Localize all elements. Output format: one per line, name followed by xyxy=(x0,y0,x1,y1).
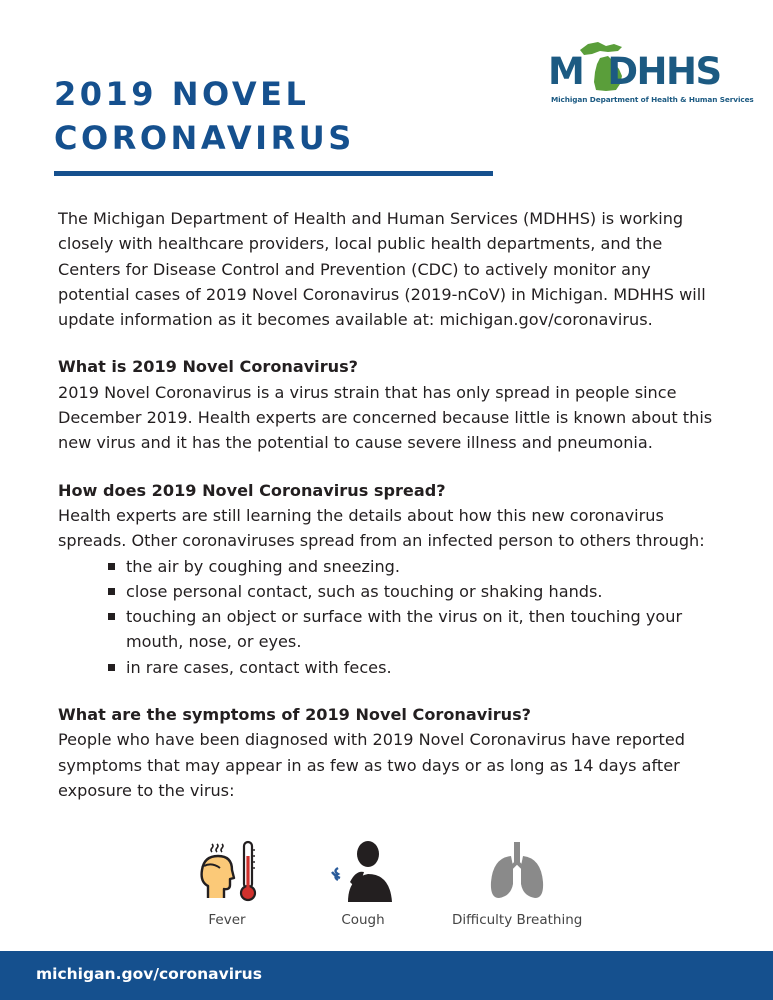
symptom-cough xyxy=(326,838,400,928)
section-body: 2019 Novel Coronavirus is a virus strain that has only spread in people since December 2019. Health experts are concerned because little is known about this new virus and it has the potential to cause severe illness and pneumonia. xyxy=(58,382,713,453)
logo-wordmark xyxy=(548,50,721,94)
section-what-is xyxy=(58,354,723,455)
lungs-icon xyxy=(487,838,547,904)
logo-letters-dhhs: DHHS xyxy=(607,50,721,93)
symptom-difficulty-breathing xyxy=(452,838,582,928)
section-body: People who have been diagnosed with 2019 Novel Coronavirus have reported symptoms that may appear in as few as two days or as long as 14 days after exposure to the virus: xyxy=(58,730,685,800)
bullet-item: the air by coughing and sneezing. xyxy=(108,554,723,579)
symptom-label: Cough xyxy=(341,912,385,928)
title-line-1: 2019 NOVEL xyxy=(54,75,310,113)
intro-paragraph: The Michigan Department of Health and Human Services (MDHHS) is working closely with healthcare providers, local public health departments, and the Centers for Disease Control and Prevention (CDC) to actively monitor any potential cases of 2019 Novel Coronavirus (2019-nCoV) in Michigan. MDHHS will update information as it becomes available at: michigan.gov/coronavirus. xyxy=(58,209,706,330)
symptom-label: Fever xyxy=(208,912,246,928)
logo-letter-m: M xyxy=(548,50,584,93)
footer-bar xyxy=(0,951,773,1000)
logo-subtitle: Michigan Department of Health & Human Services xyxy=(551,95,754,104)
section-heading: How does 2019 Novel Coronavirus spread? xyxy=(58,480,446,500)
bullet-item: close personal contact, such as touching or shaking hands. xyxy=(108,579,723,604)
bullet-item: touching an object or surface with the virus on it, then touching your mouth, nose, or eyes. xyxy=(108,604,723,655)
section-spread xyxy=(58,478,723,680)
symptom-fever xyxy=(190,838,264,928)
cough-icon xyxy=(328,838,398,904)
footer-url-link[interactable]: michigan.gov/coronavirus xyxy=(36,965,262,983)
page-title xyxy=(54,72,355,160)
section-body: Health experts are still learning the details about how this new coronavirus spreads. Other coronaviruses spread from an infected person to others through: xyxy=(58,505,705,551)
title-divider xyxy=(54,171,493,176)
section-heading: What are the symptoms of 2019 Novel Coronavirus? xyxy=(58,705,532,725)
symptom-label: Difficulty Breathing xyxy=(452,912,583,928)
mdhhs-logo xyxy=(546,38,754,110)
title-line-2: CORONAVIRUS xyxy=(54,119,355,157)
bullet-item: in rare cases, contact with feces. xyxy=(108,655,723,680)
main-content xyxy=(58,206,723,803)
section-heading: What is 2019 Novel Coronavirus? xyxy=(58,357,359,377)
section-symptoms xyxy=(58,702,723,803)
fever-thermometer-icon xyxy=(194,838,260,904)
spread-bullet-list xyxy=(108,554,723,680)
